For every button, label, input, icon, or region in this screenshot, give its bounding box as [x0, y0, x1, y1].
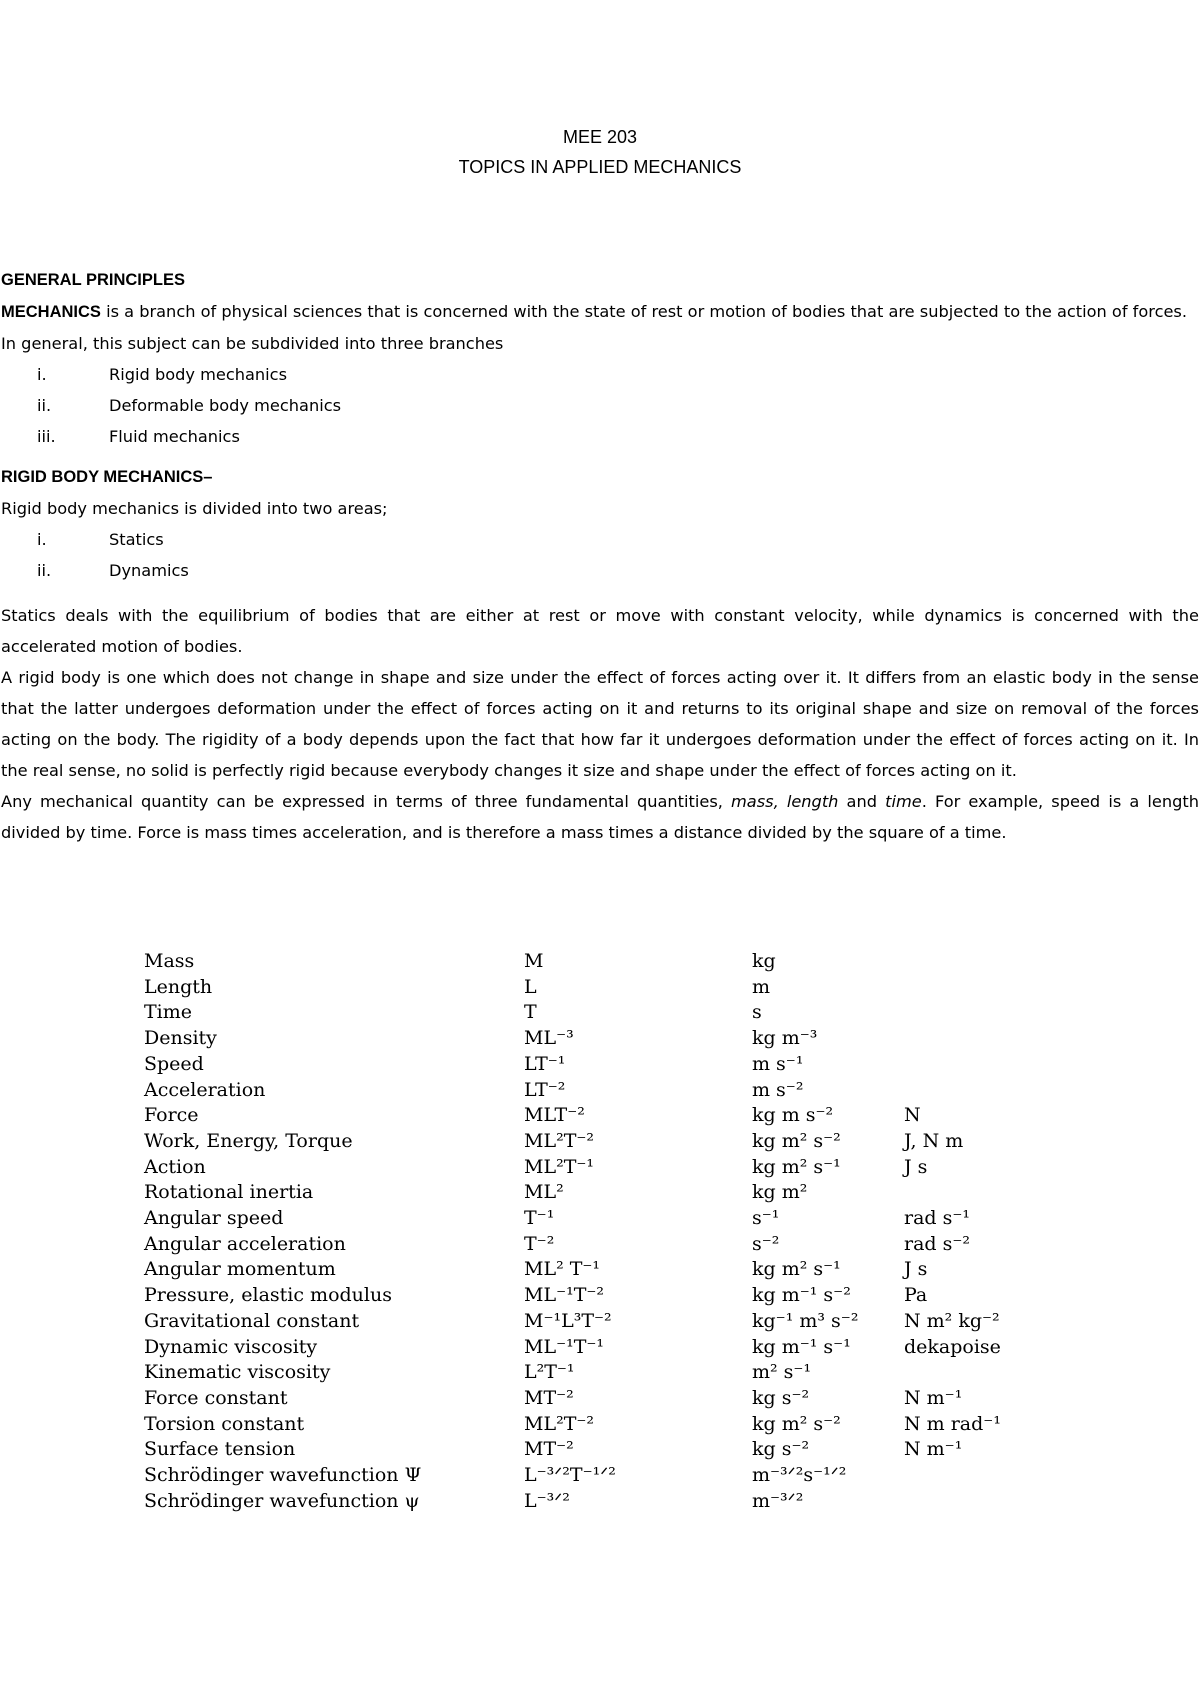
si-unit-cell: kg m² — [752, 1181, 808, 1204]
dimension-cell: ML⁻¹T⁻¹ — [524, 1335, 605, 1358]
table-row — [0, 1181, 1200, 1207]
table-row — [0, 1336, 1200, 1362]
named-unit-cell: J s — [904, 1258, 928, 1281]
list-item — [1, 524, 1199, 555]
list-number: ii. — [37, 396, 52, 415]
table-row — [0, 1258, 1200, 1284]
table-row — [0, 950, 1200, 976]
si-unit-cell: kg s⁻² — [752, 1438, 810, 1461]
table-row — [0, 1361, 1200, 1387]
quantity-name-cell: Rotational inertia — [144, 1181, 314, 1204]
quantity-name-cell: Length — [144, 975, 213, 998]
dimension-cell: ML²T⁻² — [524, 1412, 595, 1435]
dimension-cell: L — [524, 975, 537, 998]
quantity-name-cell: Dynamic viscosity — [144, 1335, 318, 1358]
quantities-emphasis: mass, length — [731, 792, 839, 811]
table-row — [0, 1284, 1200, 1310]
list-number: iii. — [37, 427, 56, 446]
named-unit-cell: J, N m — [904, 1129, 964, 1152]
subdivide-text: In general, this subject can be subdivided into three branches — [1, 334, 504, 353]
dimension-cell: L²T⁻¹ — [524, 1361, 575, 1384]
si-unit-cell: kg s⁻² — [752, 1386, 810, 1409]
si-unit-cell: kg m⁻¹ s⁻¹ — [752, 1335, 851, 1358]
list-text: Statics — [109, 530, 164, 549]
si-unit-cell: m⁻³ᐟ²s⁻¹ᐟ² — [752, 1464, 847, 1486]
quantity-name-cell: Kinematic viscosity — [144, 1361, 331, 1384]
quantity-name-cell: Action — [144, 1155, 206, 1178]
list-number: ii. — [37, 561, 52, 580]
quantity-name-cell: Pressure, elastic modulus — [144, 1284, 392, 1307]
table-row — [0, 1001, 1200, 1027]
named-unit-cell: Pa — [904, 1284, 928, 1307]
list-text: Deformable body mechanics — [109, 396, 342, 415]
dimension-cell: MT⁻² — [524, 1386, 574, 1409]
si-unit-cell: kg m² s⁻² — [752, 1129, 841, 1152]
list-item — [1, 555, 1199, 586]
quantity-name-cell: Gravitational constant — [144, 1309, 360, 1332]
named-unit-cell: N m² kg⁻² — [904, 1309, 1000, 1332]
statics-paragraph: Statics deals with the equilibrium of bodies that are either at rest or move with constant velocity, while dynamics is concerned with the accelerated motion of bodies. — [1, 606, 1199, 656]
si-unit-cell: kg m² s⁻¹ — [752, 1155, 841, 1178]
quantity-name-cell: Schrödinger wavefunction Ψ — [144, 1464, 422, 1486]
si-unit-cell: kg m² s⁻² — [752, 1412, 841, 1435]
named-unit-cell: J s — [904, 1155, 928, 1178]
named-unit-cell: N m⁻¹ — [904, 1386, 963, 1409]
mechanics-definition-text: is a branch of physical sciences that is concerned with the state of rest or motion of bodies that are subjected to the action of forces. — [100, 302, 1188, 321]
si-unit-cell: m s⁻¹ — [752, 1052, 804, 1075]
dimension-cell: ML²T⁻¹ — [524, 1155, 595, 1178]
quantity-name-cell: Force constant — [144, 1386, 288, 1409]
dimension-cell: M — [524, 950, 544, 972]
named-unit-cell: rad s⁻² — [904, 1232, 971, 1255]
named-unit-cell: N m⁻¹ — [904, 1438, 963, 1461]
named-unit-cell: rad s⁻¹ — [904, 1207, 971, 1229]
list-text: Fluid mechanics — [109, 427, 240, 446]
list-number: i. — [37, 530, 47, 549]
quantity-name-cell: Angular momentum — [144, 1258, 336, 1281]
quantity-name-cell: Time — [144, 1001, 193, 1024]
list-item — [1, 421, 1199, 452]
si-unit-cell: s⁻¹ — [752, 1207, 780, 1229]
mechanics-term: MECHANICS — [1, 303, 101, 321]
quantity-name-cell: Angular acceleration — [144, 1232, 346, 1255]
quantity-name-cell: Schrödinger wavefunction ψ — [144, 1489, 420, 1512]
table-row — [0, 1079, 1200, 1105]
quantity-name-cell: Force — [144, 1104, 199, 1127]
list-item — [1, 359, 1199, 390]
named-unit-cell: N m rad⁻¹ — [904, 1412, 1001, 1435]
dimension-cell: L⁻³ᐟ² — [524, 1489, 570, 1512]
dimension-cell: ML²T⁻² — [524, 1129, 595, 1152]
si-unit-cell: kg⁻¹ m³ s⁻² — [752, 1309, 859, 1332]
rigid-intro: Rigid body mechanics is divided into two areas; — [1, 499, 388, 518]
si-unit-cell: kg m⁻³ — [752, 1027, 818, 1050]
mechanics-definition — [1, 296, 1199, 328]
section-heading-rigid: RIGID BODY MECHANICS– — [1, 468, 213, 486]
quantities-text: . For example, speed is a length divided by time. Force is mass times acceleration, and is therefore a mass times a distance divided by the square of a time. — [1, 792, 1199, 842]
table-row — [0, 1104, 1200, 1130]
table-row — [0, 1027, 1200, 1053]
course-code: MEE 203 — [562, 127, 638, 147]
dimension-cell: ML² — [524, 1181, 564, 1204]
dimension-cell: L⁻³ᐟ²T⁻¹ᐟ² — [524, 1464, 616, 1486]
dimension-cell: M⁻¹L³T⁻² — [524, 1309, 612, 1332]
quantities-text: Any mechanical quantity can be expressed in terms of three fundamental quantities, — [1, 792, 732, 811]
quantity-name-cell: Work, Energy, Torque — [144, 1129, 353, 1152]
si-unit-cell: s — [752, 1001, 762, 1024]
si-unit-cell: kg m² s⁻¹ — [752, 1258, 841, 1281]
quantity-name-cell: Mass — [144, 950, 195, 972]
table-row — [0, 1490, 1200, 1516]
quantities-text: and — [838, 792, 886, 811]
table-row — [0, 1156, 1200, 1182]
quantity-name-cell: Density — [144, 1027, 217, 1050]
dimension-cell: ML⁻³ — [524, 1027, 574, 1050]
course-title: TOPICS IN APPLIED MECHANICS — [458, 157, 742, 177]
list-number: i. — [37, 365, 47, 384]
table-row — [0, 1053, 1200, 1079]
list-text: Dynamics — [109, 561, 189, 580]
named-unit-cell: N — [904, 1104, 921, 1127]
dimension-cell: T⁻² — [524, 1232, 555, 1255]
quantity-name-cell: Torsion constant — [144, 1412, 305, 1435]
table-row — [0, 1207, 1200, 1233]
si-unit-cell: m — [752, 975, 771, 998]
body-text — [1, 265, 1199, 848]
dimension-cell: T — [524, 1001, 537, 1024]
rigid-body-paragraph: A rigid body is one which does not change in shape and size under the effect of forces acting over it. It differs from an elastic body in the sense that the latter undergoes deformation under the effect of forces acting on it and returns to its original shape and size on removal of the forces acting on the body. The rigidity of a body depends upon the fact that how far it undergoes deformation under the effect of forces acting on it. In the real sense, no solid is perfectly rigid because everybody changes it size and shape under the effect of forces acting on it. — [1, 668, 1199, 780]
table-row — [0, 1387, 1200, 1413]
dimension-cell: MLT⁻² — [524, 1104, 585, 1127]
dimension-cell: ML² T⁻¹ — [524, 1258, 601, 1281]
table-row — [0, 1464, 1200, 1490]
dimension-cell: ML⁻¹T⁻² — [524, 1284, 605, 1307]
si-unit-cell: kg m⁻¹ s⁻² — [752, 1284, 851, 1307]
quantities-emphasis: time — [885, 792, 922, 811]
si-unit-cell: kg m s⁻² — [752, 1104, 834, 1127]
quantities-paragraph — [1, 786, 1199, 848]
quantity-name-cell: Surface tension — [144, 1438, 296, 1461]
si-unit-cell: m² s⁻¹ — [752, 1361, 812, 1384]
named-unit-cell: dekapoise — [904, 1335, 1001, 1358]
si-unit-cell: m s⁻² — [752, 1078, 804, 1101]
quantity-name-cell: Acceleration — [144, 1078, 266, 1101]
si-unit-cell: s⁻² — [752, 1232, 780, 1255]
table-row — [0, 1413, 1200, 1439]
table-row — [0, 1310, 1200, 1336]
dimension-cell: MT⁻² — [524, 1438, 574, 1461]
table-row — [0, 976, 1200, 1002]
quantity-name-cell: Angular speed — [144, 1207, 284, 1229]
section-heading-general: GENERAL PRINCIPLES — [1, 271, 185, 289]
table-row — [0, 1233, 1200, 1259]
dimension-cell: LT⁻¹ — [524, 1052, 566, 1075]
si-unit-cell: m⁻³ᐟ² — [752, 1489, 804, 1512]
table-row — [0, 1438, 1200, 1464]
list-item — [1, 390, 1199, 421]
quantity-name-cell: Speed — [144, 1052, 204, 1075]
table-row — [0, 1130, 1200, 1156]
dimension-cell: T⁻¹ — [524, 1207, 555, 1229]
si-unit-cell: kg — [752, 950, 776, 972]
list-text: Rigid body mechanics — [109, 365, 288, 384]
dimension-cell: LT⁻² — [524, 1078, 566, 1101]
